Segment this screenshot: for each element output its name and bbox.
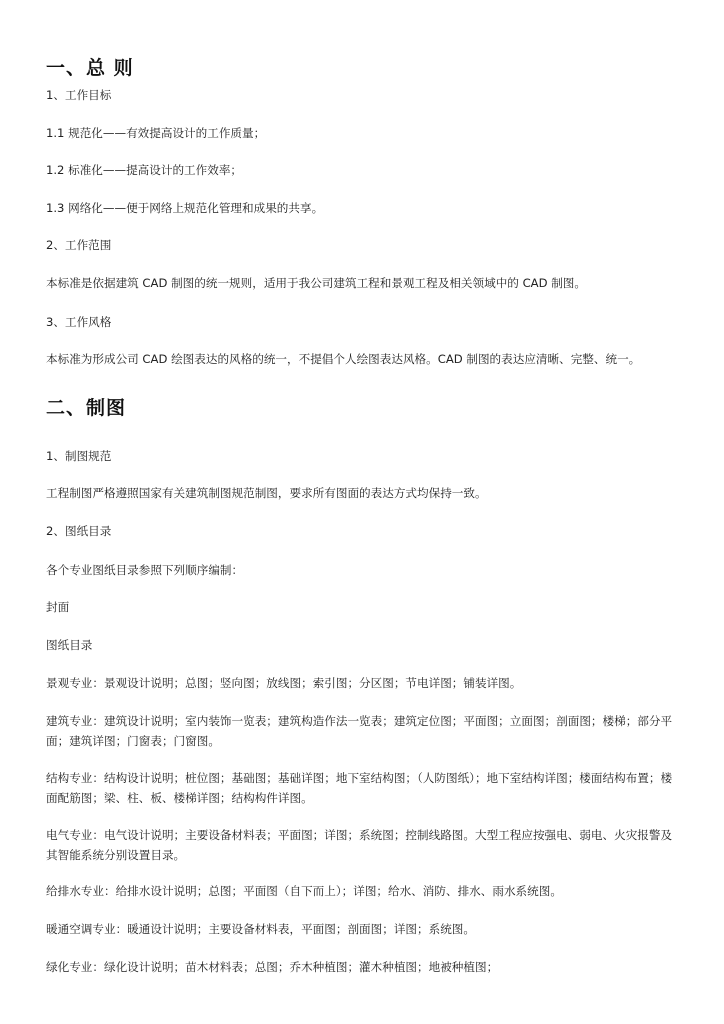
catalog-intro: 各个专业图纸目录参照下列顺序编制： [46, 563, 244, 577]
goal-title: 1、工作目标 [46, 88, 112, 102]
hvac-line: 暖通空调专业：暖通设计说明；主要设备材料表，平面图；剖面图；详图；系统图。 [46, 922, 475, 936]
style-title: 3、工作风格 [46, 315, 112, 329]
landscape-line: 景观专业：景观设计说明；总图；竖向图；放线图；索引图；分区图；节电详图；铺装详图。 [46, 676, 522, 690]
scope-text: 本标准是依据建筑 CAD 制图的统一规则，适用于我公司建筑工程和景观工程及相关领域中的 CAD 制图。 [46, 276, 586, 290]
spec-text: 工程制图严格遵照国家有关建筑制图规范制图，要求所有图面的表达方式均保持一致。 [46, 486, 487, 500]
style-text: 本标准为形成公司 CAD 绘图表达的风格的统一，不提倡个人绘图表达风格。CAD 制图的表达应清晰、完整、统一。 [46, 352, 641, 366]
architecture-line: 建筑专业：建筑设计说明；室内装饰一览表；建筑构造作法一览表；建筑定位图；平面图；立面图；剖面图；楼梯；部分平面；建筑详图；门窗表；门窗图。 [46, 714, 673, 748]
scope-title: 2、工作范围 [46, 238, 112, 252]
catalog-item: 图纸目录 [46, 638, 93, 652]
plumbing-line: 给排水专业：给排水设计说明；总图；平面图（自下而上）；详图；给水、消防、排水、雨水系统图。 [46, 884, 562, 898]
greening-line: 绿化专业：绿化设计说明；苗木材料表；总图；乔木种植图；灌木种植图；地被种植图； [46, 960, 499, 974]
electrical-line: 电气专业：电气设计说明；主要设备材料表；平面图；详图；系统图；控制线路图。大型工程应按强电、弱电、火灾报警及其智能系统分别设置目录。 [46, 828, 673, 862]
cover-item: 封面 [46, 600, 70, 614]
goal-item-1: 1.1 规范化——有效提高设计的工作质量； [46, 126, 266, 140]
section2-heading: 二、制图 [46, 397, 127, 419]
section1-heading: 一、总 则 [46, 57, 134, 79]
spec-title: 1、制图规范 [46, 449, 112, 463]
goal-item-3: 1.3 网络化——便于网络上规范化管理和成果的共享。 [46, 201, 324, 215]
catalog-title: 2、图纸目录 [46, 524, 112, 538]
goal-item-2: 1.2 标准化——提高设计的工作效率； [46, 163, 243, 177]
structure-line: 结构专业：结构设计说明；桩位图；基础图；基础详图；地下室结构图；（人防图纸）；地下室结构详图；楼面结构布置；楼面配筋图；梁、柱、板、楼梯详图；结构构件详图。 [46, 771, 673, 805]
